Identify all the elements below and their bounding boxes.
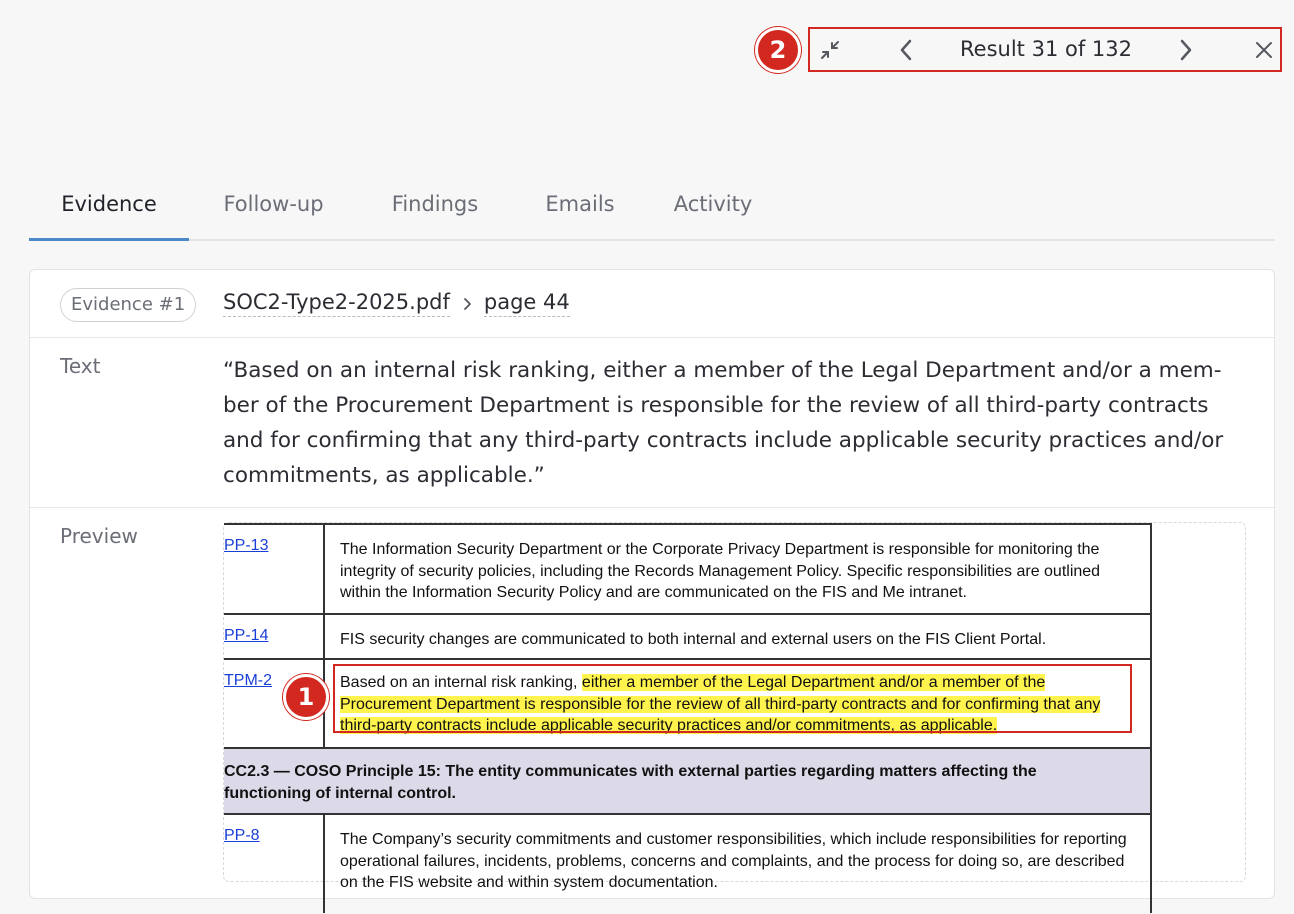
collapse-icon[interactable]: [816, 29, 844, 70]
table-row: [224, 813, 1152, 913]
evidence-file-link[interactable]: SOC2-Type2-2025.pdf: [223, 290, 450, 317]
evidence-preview-row: [30, 508, 1274, 900]
tab-follow-up[interactable]: Follow-up: [223, 192, 324, 216]
table-row: [224, 613, 1152, 658]
tab-activity[interactable]: Activity: [673, 192, 753, 216]
tab-bar: [29, 180, 1275, 241]
control-ref-link[interactable]: PP-14: [224, 627, 269, 644]
section-header-row: [224, 747, 1152, 813]
search-result-navigator: [808, 27, 1282, 72]
search-highlight: either a member of the Legal Department and/or a member of the Procurement Department is responsible for the review of all third-party contracts and for confirming that any third-party contracts include applicable security practices and/or commitments, as applicable.: [340, 674, 1101, 734]
control-description: The Company’s security commitments and customer responsibilities, which include responsibilities for reporting operational failures, incidents, problems, concerns and complaints, and the process for doing so, are described on the FIS website and within system documentation.: [340, 831, 1127, 891]
document-preview[interactable]: [223, 522, 1246, 891]
chevron-right-icon: [462, 296, 472, 312]
evidence-card: [29, 269, 1275, 899]
chevron-left-icon: [898, 38, 914, 62]
control-ref-link[interactable]: PP-13: [224, 537, 269, 554]
chevron-right-icon: [1178, 38, 1194, 62]
control-ref-link[interactable]: TPM-2: [224, 672, 272, 689]
annotation-badge-2: 2: [755, 27, 801, 73]
evidence-text-row: [30, 338, 1274, 508]
text-label: Text: [60, 354, 101, 378]
breadcrumb: [223, 290, 570, 317]
tab-findings[interactable]: Findings: [391, 192, 479, 216]
control-description: FIS security changes are communicated to both internal and external users on the FIS Client Portal.: [340, 631, 1047, 648]
annotation-badge-1: 1: [283, 674, 329, 720]
control-ref-link[interactable]: PP-8: [224, 827, 260, 844]
plain-text: Based on an internal risk ranking,: [340, 674, 582, 691]
tab-emails[interactable]: Emails: [545, 192, 615, 216]
close-icon: [1255, 41, 1273, 59]
evidence-quote: “Based on an internal risk ranking, either a member of the Legal Department and/or a mem-ber of the Procurement Department is responsible for the review of all third-party contracts and for confirming that any third-party contracts include applicable security practices and/or commitments, as applicable.”: [223, 358, 1224, 488]
evidence-header-row: [30, 270, 1274, 338]
preview-label: Preview: [60, 524, 138, 548]
next-result-button[interactable]: [1172, 29, 1200, 70]
table-row: [224, 523, 1152, 613]
control-description: The Information Security Department or the Corporate Privacy Department is responsible for monitoring the integrity of security policies, including the Records Management Policy. Specific responsibilities are outlined within the Information Security Policy and are communicated on the FIS and Me intranet.: [340, 541, 1101, 601]
annotation-box-1: [333, 664, 1132, 733]
tab-evidence[interactable]: Evidence: [29, 180, 189, 239]
evidence-number-pill: Evidence #1: [60, 288, 196, 322]
result-counter: Result 31 of 132: [960, 37, 1132, 61]
evidence-page-link[interactable]: page 44: [484, 290, 570, 317]
section-header-text: CC2.3 — COSO Principle 15: The entity communicates with external parties regarding matters affecting the functioning of internal control.: [224, 763, 1037, 802]
previous-result-button[interactable]: [892, 29, 920, 70]
close-search-button[interactable]: [1250, 29, 1278, 70]
